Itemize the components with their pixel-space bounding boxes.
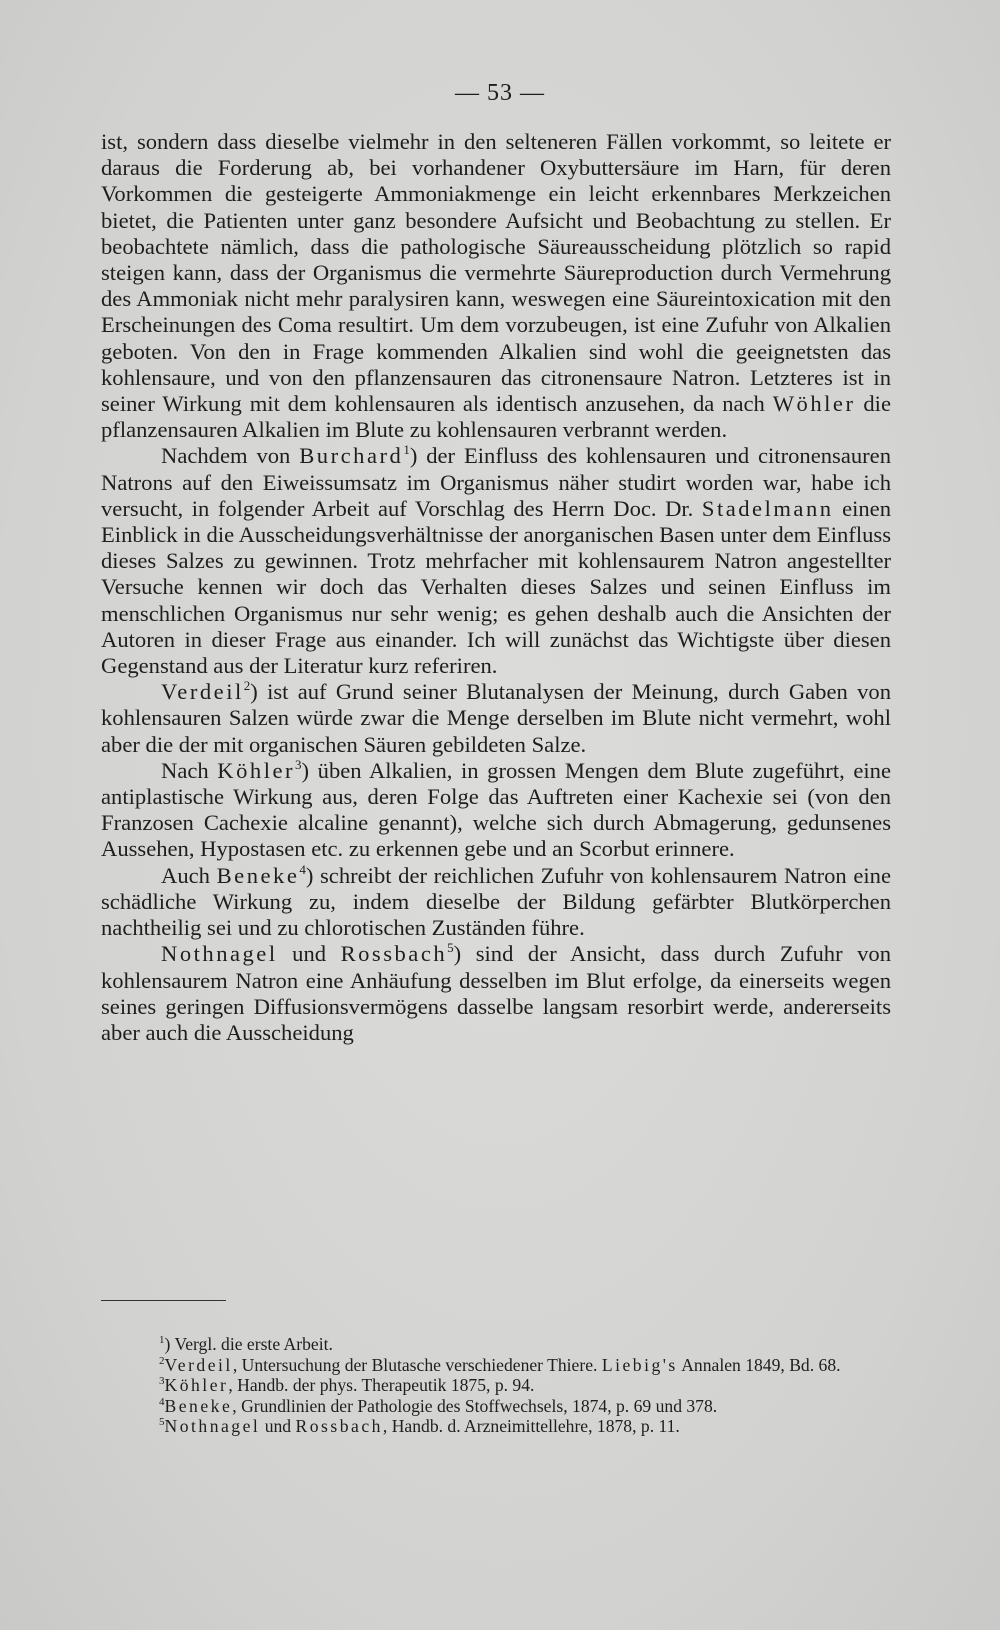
footnote-ref-5: 5 (447, 940, 454, 956)
paragraph-2-start: Nachdem von (161, 443, 300, 469)
footnotes (101, 1334, 891, 1437)
main-text (101, 129, 891, 1046)
paragraph-1-text: ist, sondern dass dieselbe vielmehr in den selteneren Fällen vorkommt, so leitete er daraus die Forderung ab, bei vorhandener Oxybuttersäure im Harn, für deren Vorkommen die gesteigerte Ammoniakmenge ein leicht erkennbares Merkzeichen bietet, die Patienten unter ganz besondere Aufsicht und Beobachtung zu stellen. Er beobachtete nämlich, dass die pathologische Säureausscheidung plötzlich so rapid steigen kann, dass der Organismus die vermehrte Säureproduction durch Vermehrung des Ammoniak nicht mehr paralysiren kann, weswegen eine Säureintoxication mit den Erscheinungen des Coma resultirt. Um dem vorzubeugen, ist eine Zufuhr von Alkalien geboten. Von den in Frage kommenden Alkalien sind wohl die geeignetsten das kohlensaure, und von den pflanzensauren das citronensaure Natron. Letzteres ist in seiner Wirkung mit dem kohlensauren als identisch anzusehen, da nach (101, 129, 891, 417)
footnote-2-author-2: Liebig's (601, 1354, 678, 1375)
paragraph-5 (101, 863, 891, 942)
paragraph-1-end: die pflanzensauren Alkalien im Blute zu kohlensauren verbrannt werden. (101, 391, 891, 443)
footnote-1-mark: 1 (159, 1334, 165, 1346)
footnote-ref-3: 3 (295, 756, 302, 772)
footnote-3 (101, 1375, 891, 1396)
footnote-4-text: , Grundlinien der Pathologie des Stoffwechsels, 1874, p. 69 und 378. (232, 1395, 718, 1416)
footnote-5 (101, 1416, 891, 1437)
author-stadelmann: Stadelmann (701, 495, 834, 521)
author-woehler: Wöhler (772, 391, 856, 417)
footnote-5-mark: 5 (159, 1416, 165, 1428)
footnote-3-author: Köhler (164, 1375, 229, 1395)
paragraph-4 (101, 758, 891, 863)
author-koehler: Köhler (217, 757, 296, 783)
footnote-4-author: Beneke (164, 1395, 233, 1416)
paragraph-5-start: Auch (161, 862, 217, 888)
paragraph-3 (101, 679, 891, 758)
footnote-2-mark: 2 (159, 1354, 165, 1367)
author-burchard: Burchard (299, 443, 404, 469)
footnote-2 (101, 1355, 891, 1376)
paragraph-6-text: ) sind der Ansicht, dass durch Zufuhr von kohlensaurem Natron eine Anhäufung desselben im Blut erfolge, da einerseits wegen seines geringen Diffusionsvermögens dasselbe langsam resorbirt werde, andererseits aber auch die Ausscheidung (101, 941, 892, 1045)
author-nothnagel: Nothnagel (161, 941, 278, 967)
footnote-4-mark: 4 (159, 1395, 165, 1408)
paragraph-6 (101, 941, 891, 1046)
author-verdeil: Verdeil (161, 679, 244, 705)
footnote-ref-1: 1 (403, 442, 410, 458)
paragraph-4-start: Nach (161, 757, 218, 783)
paragraph-2 (101, 443, 891, 679)
paragraph-1 (101, 129, 891, 443)
paragraph-2-end: einen Einblick in die Ausscheidungsverhältnisse der anorganischen Basen unter dem Einfluss dieses Salzes zu gewinnen. Trotz mehrfacher mit kohlensaurem Natron angestellter Versuche kennen wir doch das Verhalten dieses Salzes und seinen Einfluss im menschlichen Organismus nur sehr wenig; es gehen deshalb auch die Ansichten der Autoren in dieser Frage aus einander. Ich will zunächst das Wichtigste über diesen Gegenstand aus der Literatur kurz referiren. (101, 495, 892, 679)
footnote-3-text: , Handb. der phys. Therapeutik 1875, p. 94. (228, 1375, 535, 1395)
footnote-5-author-2: Rossbach (295, 1416, 383, 1436)
paragraph-5-text: ) schreibt der reichlichen Zufuhr von kohlensaurem Natron eine schädliche Wirkung zu, indem dieselbe der Bildung gefärbter Blutkörperchen nachtheilig sei und zu chlorotischen Zuständen führe. (101, 862, 891, 941)
footnote-2-text: , Untersuchung der Blutasche verschiedener Thiere. (232, 1354, 602, 1375)
author-beneke: Beneke (216, 862, 300, 888)
paragraph-4-text: ) üben Alkalien, in grossen Mengen dem Blute zugeführt, eine antiplastische Wirkung aus, deren Folge das Auftreten einer Kachexie sei (von den Franzosen Cachexie alcaline genannt), welche sich durch Abmagerung, gedunsenes Aussehen, Hypostasen etc. zu erkennen gebe und an Scorbut erinnere. (101, 757, 891, 862)
footnote-2-end: Annalen 1849, Bd. 68. (677, 1354, 841, 1375)
footnote-2-author: Verdeil (164, 1354, 233, 1375)
paragraph-2-mid: ) der Einfluss des kohlensauren und citronensauren Natrons auf den Eiweissumsatz im Organismus näher studirt worden war, habe ich versucht, in folgender Arbeit auf Vorschlag des Herrn Doc. Dr. (101, 443, 891, 521)
footnote-divider (101, 1300, 226, 1301)
footnote-5-author: Nothnagel (164, 1416, 261, 1436)
paragraph-6-und: und (277, 941, 341, 967)
footnote-ref-4: 4 (299, 861, 306, 877)
footnote-5-und: und (260, 1416, 296, 1436)
author-rossbach: Rossbach (340, 941, 448, 967)
footnote-1-text: ) Vergl. die erste Arbeit. (164, 1334, 333, 1354)
footnote-5-text: , Handb. d. Arzneimittellehre, 1878, p. 11. (382, 1416, 680, 1436)
paragraph-3-text: ) ist auf Grund seiner Blutanalysen der Meinung, durch Gaben von kohlensauren Salzen würde zwar die Menge derselben im Blute nicht vermehrt, wohl aber die der mit organischen Säuren gebildeten Salze. (101, 679, 891, 757)
footnote-ref-2: 2 (243, 678, 251, 694)
page-number: — 53 — (455, 80, 545, 106)
footnote-4 (101, 1396, 891, 1417)
footnote-1 (101, 1334, 891, 1355)
footnote-3-mark: 3 (159, 1375, 165, 1387)
